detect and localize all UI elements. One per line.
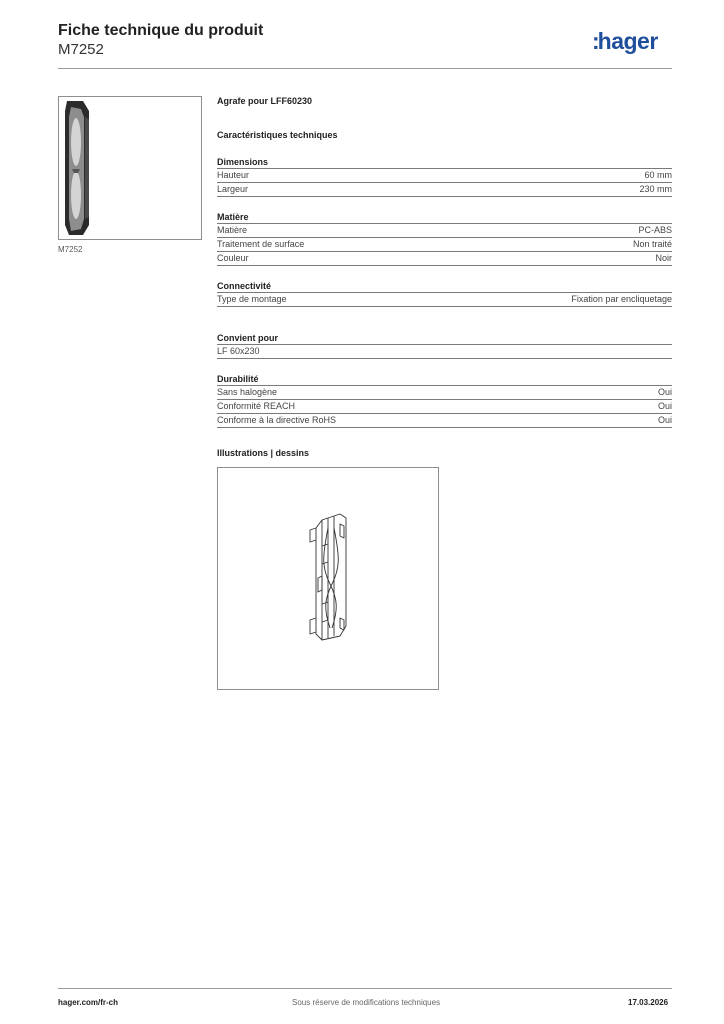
spec-row (217, 414, 672, 428)
footer-website-link[interactable]: hager.com/fr-ch (58, 998, 119, 1007)
specs-heading: Caractéristiques techniques (217, 130, 338, 140)
spec-label: Conformité REACH (217, 401, 296, 411)
section-durability (217, 374, 672, 428)
spec-value: PC-ABS (638, 225, 672, 235)
spec-row (217, 386, 672, 400)
clip-photo-icon (59, 97, 201, 239)
spec-label: Hauteur (217, 170, 250, 180)
spec-value: Oui (657, 415, 672, 425)
product-thumbnail (58, 96, 202, 240)
spec-label: Largeur (217, 184, 249, 194)
spec-row (217, 293, 672, 307)
spec-value: Noir (655, 253, 672, 263)
section-connectivity (217, 281, 672, 307)
spec-label: Conforme à la directive RoHS (217, 415, 337, 425)
section-title: Matière (217, 212, 672, 224)
spec-value: Fixation par encliquetage (571, 294, 672, 304)
illustrations-heading: Illustrations | dessins (217, 448, 310, 458)
spec-value: 230 mm (639, 184, 672, 194)
spec-row (217, 252, 672, 266)
footer-date: 17.03.2026 (628, 998, 669, 1007)
thumbnail-caption: M7252 (58, 245, 83, 254)
spec-row (217, 224, 672, 238)
section-title: Connectivité (217, 281, 672, 293)
spec-row (217, 183, 672, 197)
spec-label: Type de montage (217, 294, 287, 304)
spec-label: Sans halogène (217, 387, 278, 397)
spec-row (217, 169, 672, 183)
section-title: Dimensions (217, 157, 672, 169)
footer-divider (58, 988, 672, 989)
specifications-column (217, 96, 672, 428)
spec-row (217, 238, 672, 252)
spec-label: Traitement de surface (217, 239, 305, 249)
logo-text: hager (597, 28, 658, 54)
clip-drawing-icon (218, 468, 438, 689)
section-material (217, 212, 672, 266)
page-title: Fiche technique du produit (58, 22, 264, 39)
spec-value: 60 mm (644, 170, 672, 180)
section-dimensions (217, 157, 672, 197)
section-title: Durabilité (217, 374, 672, 386)
spec-value: Oui (657, 401, 672, 411)
footer-notice: Sous réserve de modifications techniques (292, 998, 441, 1007)
spec-label: LF 60x230 (217, 346, 260, 356)
illustration-frame (217, 467, 439, 690)
section-suitable-for (217, 333, 672, 359)
spec-value: Oui (657, 387, 672, 397)
product-code: M7252 (58, 41, 104, 58)
spec-row (217, 345, 672, 359)
spec-row (217, 400, 672, 414)
spec-label: Couleur (217, 253, 249, 263)
header-divider (58, 68, 672, 69)
hager-logo[interactable] (592, 28, 658, 55)
section-title: Convient pour (217, 333, 672, 345)
spec-value: Non traité (632, 239, 672, 249)
logo-mark-icon: : (592, 28, 598, 54)
product-name: Agrafe pour LFF60230 (217, 96, 313, 106)
spec-label: Matière (217, 225, 248, 235)
